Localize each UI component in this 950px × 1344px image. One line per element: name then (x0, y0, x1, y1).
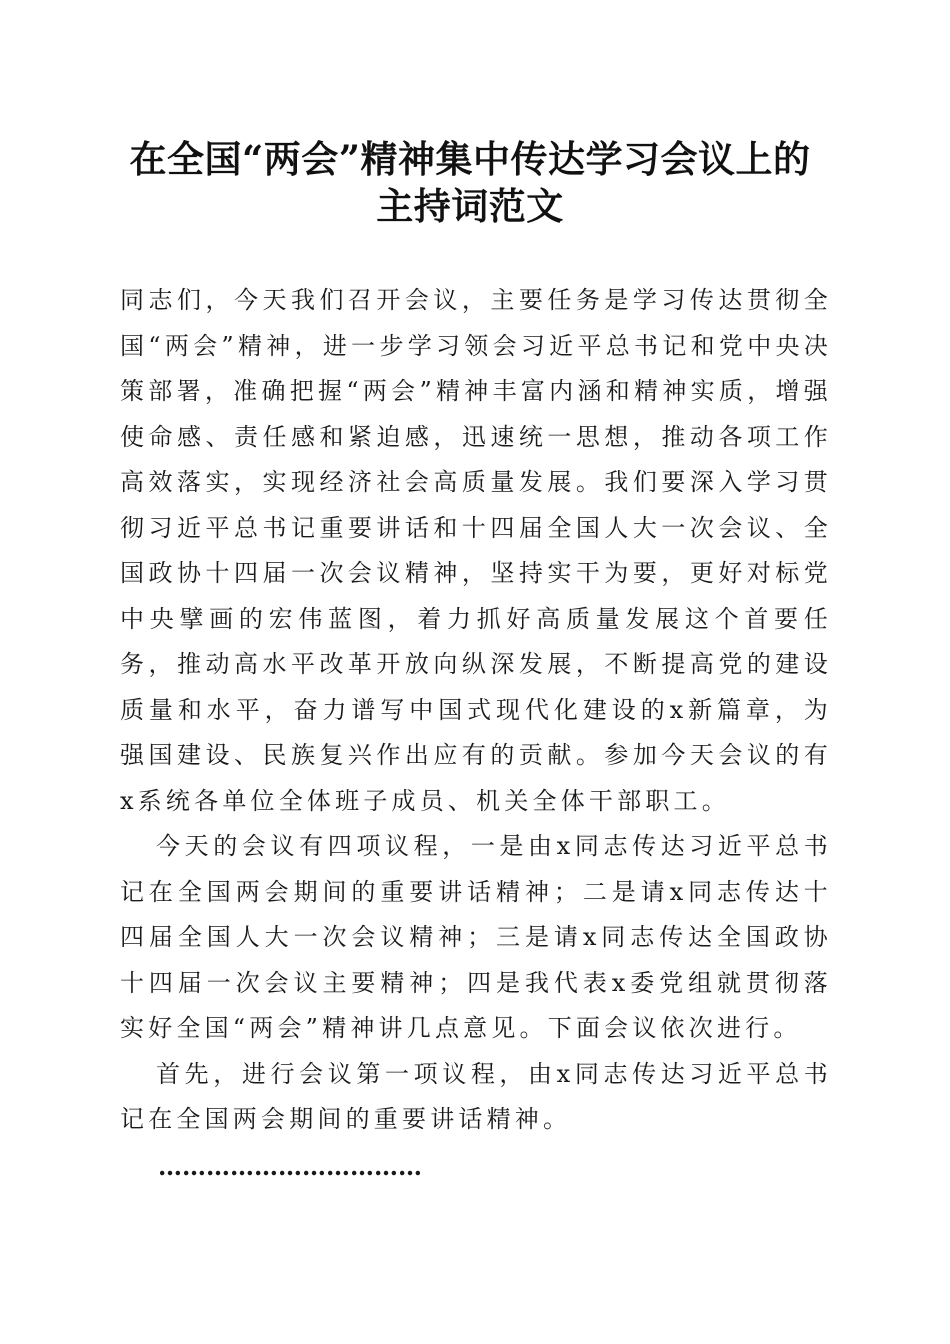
continuation-ellipsis: …………………………… (158, 1151, 422, 1181)
document-body (120, 278, 832, 1191)
document-title: 在全国“两会”精神集中传达学习会议上的主持词范文 (129, 137, 811, 228)
paragraph-first-item: 首先，进行会议第一项议程，由x同志传达习近平总书记在全国两会期间的重要讲话精神。 (120, 1059, 832, 1133)
paragraph-opening: 同志们，今天我们召开会议，主要任务是学习传达贯彻全国“两会”精神，进一步学习领会习近平总书记和党中央决策部署，准确把握“两会”精神丰富内涵和精神实质，增强使命感、责任感和紧迫感，迅速统一思想，推动各项工作高效落实，实现经济社会高质量发展。我们要深入学习贯彻习近平总书记重要讲话和十四届全国人大一次会议、全国政协十四届一次会议精神，坚持实干为要，更好对标党中央擘画的宏伟蓝图，着力抓好高质量发展这个首要任务，推动高水平改革开放向纵深发展，不断提高党的建设质量和水平，奋力谱写中国式现代化建设的x新篇章，为强国建设、民族复兴作出应有的贡献。参加今天会议的有x系统各单位全体班子成员、机关全体干部职工。 (120, 286, 832, 815)
paragraph-agenda: 今天的会议有四项议程，一是由x同志传达习近平总书记在全国两会期间的重要讲话精神；二是请x同志传达十四届全国人大一次会议精神；三是请x同志传达全国政协十四届一次会议主要精神；四是我代表x委党组就贯彻落实好全国“两会”精神讲几点意见。下面会议依次进行。 (120, 832, 832, 1042)
